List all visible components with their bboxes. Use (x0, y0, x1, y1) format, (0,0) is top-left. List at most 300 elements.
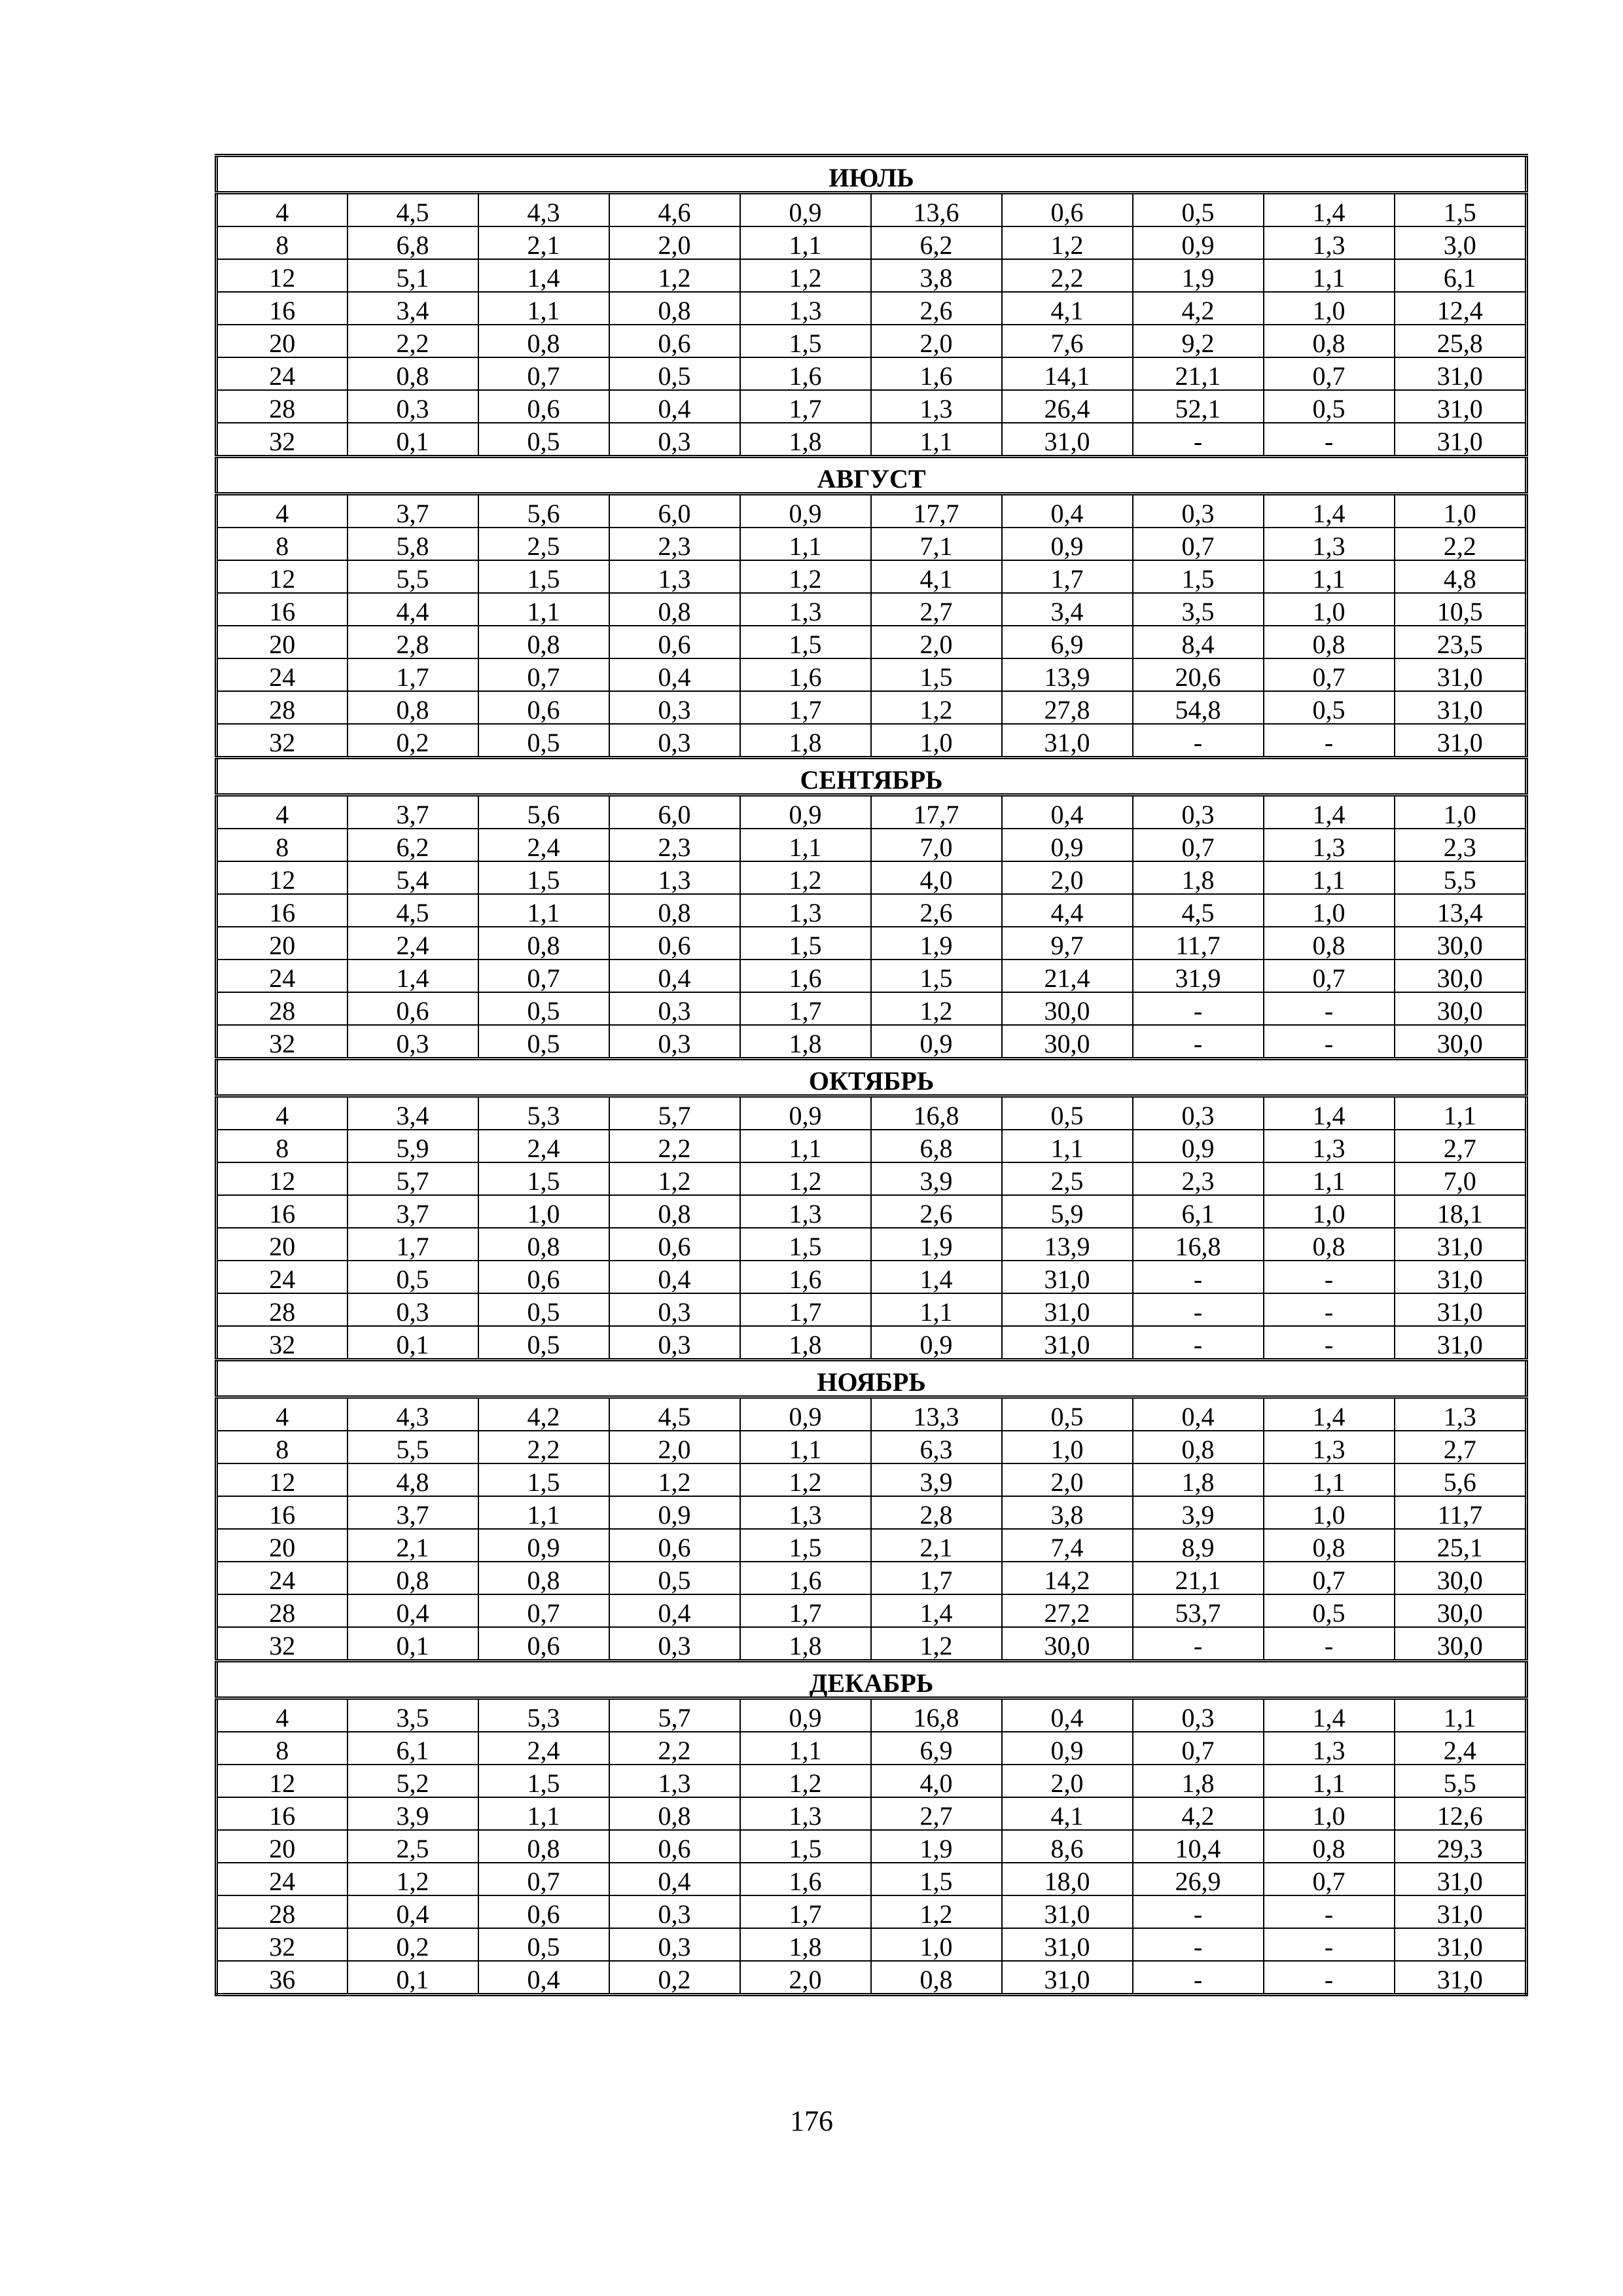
table-cell: 5,9 (348, 1130, 478, 1162)
table-cell: 1,8 (1133, 861, 1264, 894)
table-cell: 1,2 (609, 1162, 740, 1195)
table-cell: 1,7 (740, 1594, 871, 1627)
table-cell: 31,0 (1002, 1895, 1133, 1928)
row-key-cell: 32 (217, 724, 348, 758)
table-cell: 1,5 (478, 1463, 609, 1496)
table-cell: 0,2 (609, 1961, 740, 1995)
table-cell: 1,1 (740, 829, 871, 861)
table-cell: 1,3 (1264, 528, 1395, 560)
table-cell: 0,8 (478, 1830, 609, 1863)
row-key-cell: 4 (217, 1397, 348, 1431)
table-cell: 0,4 (609, 1261, 740, 1293)
table-cell: 0,7 (1264, 960, 1395, 992)
table-cell: 2,4 (1395, 1732, 1527, 1765)
table-cell: 0,6 (478, 1261, 609, 1293)
table-cell: 31,0 (1395, 691, 1527, 724)
table-cell: 11,7 (1133, 927, 1264, 960)
table-cell: 2,1 (871, 1529, 1002, 1562)
table-row (217, 1431, 1527, 1463)
table-cell: 0,5 (1264, 1594, 1395, 1627)
table-cell: 1,4 (1264, 1698, 1395, 1732)
table-row (217, 691, 1527, 724)
table-cell: 1,6 (740, 658, 871, 691)
table-cell: 0,3 (609, 1895, 740, 1928)
table-row (217, 1397, 1527, 1431)
table-row (217, 1830, 1527, 1863)
table-cell: 2,1 (348, 1529, 478, 1562)
table-cell: 1,5 (478, 1765, 609, 1797)
table-cell: 25,1 (1395, 1529, 1527, 1562)
table-cell: 0,9 (478, 1529, 609, 1562)
table-cell: 1,0 (1264, 292, 1395, 325)
table-cell: 1,0 (1264, 1797, 1395, 1830)
table-cell: 8,4 (1133, 626, 1264, 658)
table-row (217, 390, 1527, 423)
row-key-cell: 12 (217, 861, 348, 894)
table-cell: 0,3 (348, 390, 478, 423)
table-cell: 16,8 (1133, 1228, 1264, 1261)
table-cell: 0,4 (1002, 494, 1133, 528)
table-cell: 3,9 (871, 1463, 1002, 1496)
month-header-row (217, 1059, 1527, 1096)
table-cell: 1,4 (1264, 1096, 1395, 1130)
table-cell: 1,7 (740, 992, 871, 1025)
table-row (217, 193, 1527, 227)
row-key-cell: 28 (217, 390, 348, 423)
table-cell: 1,7 (740, 390, 871, 423)
table-cell: 0,6 (609, 1830, 740, 1863)
table-cell: 5,8 (348, 528, 478, 560)
table-row (217, 861, 1527, 894)
table-cell: 0,7 (478, 1594, 609, 1627)
table-cell: 0,6 (1002, 193, 1133, 227)
table-cell: 0,4 (348, 1594, 478, 1627)
table-cell: 6,8 (871, 1130, 1002, 1162)
table-row (217, 1928, 1527, 1961)
table-cell: 2,6 (871, 894, 1002, 927)
table-cell: - (1133, 423, 1264, 457)
table-cell: - (1264, 423, 1395, 457)
table-cell: 0,3 (1133, 1698, 1264, 1732)
table-cell: 7,4 (1002, 1529, 1133, 1562)
table-cell: 26,4 (1002, 390, 1133, 423)
table-cell: 1,3 (740, 1797, 871, 1830)
table-cell: 9,7 (1002, 927, 1133, 960)
table-cell: 0,3 (609, 992, 740, 1025)
table-cell: 1,7 (740, 1293, 871, 1326)
table-row (217, 1732, 1527, 1765)
table-cell: 1,3 (1264, 1732, 1395, 1765)
table-cell: 0,8 (1264, 927, 1395, 960)
table-row (217, 1096, 1527, 1130)
table-cell: 4,1 (871, 560, 1002, 593)
table-cell: 0,5 (1264, 691, 1395, 724)
table-cell: 3,9 (348, 1797, 478, 1830)
table-cell: 0,8 (1264, 1228, 1395, 1261)
table-cell: 30,0 (1395, 1562, 1527, 1594)
table-cell: 2,2 (478, 1431, 609, 1463)
table-cell: 31,0 (1002, 1293, 1133, 1326)
table-row (217, 1162, 1527, 1195)
table-cell: 31,0 (1002, 1928, 1133, 1961)
table-cell: 1,0 (1264, 1195, 1395, 1228)
table-cell: 13,6 (871, 193, 1002, 227)
table-cell: 1,8 (1133, 1765, 1264, 1797)
table-cell: 0,2 (348, 1928, 478, 1961)
table-row (217, 494, 1527, 528)
table-cell: 10,4 (1133, 1830, 1264, 1863)
table-cell: 0,8 (478, 626, 609, 658)
table-cell: 1,7 (871, 1562, 1002, 1594)
table-cell: 2,2 (348, 325, 478, 357)
month-title: ДЕКАБРЬ (217, 1661, 1527, 1698)
table-cell: 1,0 (1264, 1496, 1395, 1529)
table-cell: 0,3 (348, 1293, 478, 1326)
table-cell: 1,6 (740, 357, 871, 390)
table-cell: 1,3 (1264, 1431, 1395, 1463)
table-cell: 1,5 (740, 325, 871, 357)
table-cell: 1,1 (1264, 560, 1395, 593)
table-cell: 1,1 (740, 1732, 871, 1765)
table-cell: 1,2 (348, 1863, 478, 1895)
row-key-cell: 28 (217, 1895, 348, 1928)
table-cell: 2,5 (348, 1830, 478, 1863)
table-cell: 1,1 (871, 423, 1002, 457)
table-cell: 1,7 (348, 1228, 478, 1261)
table-cell: 1,0 (871, 1928, 1002, 1961)
table-cell: 11,7 (1395, 1496, 1527, 1529)
table-cell: 7,0 (871, 829, 1002, 861)
table-cell: 1,2 (740, 1463, 871, 1496)
table-cell: 0,7 (1264, 1562, 1395, 1594)
row-key-cell: 36 (217, 1961, 348, 1995)
table-cell: 54,8 (1133, 691, 1264, 724)
table-cell: 3,4 (348, 292, 478, 325)
table-cell: 0,5 (1133, 193, 1264, 227)
table-cell: 5,3 (478, 1698, 609, 1732)
table-row (217, 1195, 1527, 1228)
table-cell: 0,4 (1133, 1397, 1264, 1431)
table-cell: 31,0 (1395, 1895, 1527, 1928)
table-cell: 0,9 (740, 1698, 871, 1732)
month-header-row (217, 1360, 1527, 1397)
table-cell: 31,0 (1395, 724, 1527, 758)
table-cell: 21,4 (1002, 960, 1133, 992)
table-cell: - (1133, 1961, 1264, 1995)
table-row (217, 357, 1527, 390)
table-cell: 0,9 (871, 1025, 1002, 1059)
table-cell: 4,3 (478, 193, 609, 227)
table-cell: 0,8 (478, 1228, 609, 1261)
table-cell: 0,8 (609, 593, 740, 626)
table-cell: 0,5 (1264, 390, 1395, 423)
table-cell: 1,4 (1264, 795, 1395, 829)
table-cell: 31,0 (1395, 1863, 1527, 1895)
table-cell: 0,7 (1133, 829, 1264, 861)
table-cell: 0,8 (609, 292, 740, 325)
row-key-cell: 12 (217, 1765, 348, 1797)
table-cell: 0,5 (478, 992, 609, 1025)
table-cell: 10,5 (1395, 593, 1527, 626)
table-cell: 7,0 (1395, 1162, 1527, 1195)
table-cell: 0,6 (478, 390, 609, 423)
table-cell: 1,1 (478, 1797, 609, 1830)
month-header-row (217, 1661, 1527, 1698)
table-cell: 4,5 (609, 1397, 740, 1431)
table-cell: 0,4 (609, 390, 740, 423)
table-cell: 5,5 (1395, 861, 1527, 894)
table-cell: 2,0 (609, 1431, 740, 1463)
table-row (217, 1463, 1527, 1496)
table-cell: 0,5 (478, 423, 609, 457)
table-cell: 0,3 (609, 1627, 740, 1661)
month-header-row (217, 457, 1527, 494)
table-cell: 0,6 (478, 691, 609, 724)
table-cell: 2,6 (871, 1195, 1002, 1228)
table-cell: 18,1 (1395, 1195, 1527, 1228)
table-row (217, 626, 1527, 658)
table-cell: 3,4 (348, 1096, 478, 1130)
table-cell: 0,4 (609, 658, 740, 691)
table-cell: 4,3 (348, 1397, 478, 1431)
row-key-cell: 32 (217, 1627, 348, 1661)
table-row (217, 1261, 1527, 1293)
table-cell: 4,5 (348, 894, 478, 927)
table-cell: 1,0 (1395, 795, 1527, 829)
table-cell: 31,0 (1002, 1961, 1133, 1995)
table-cell: 0,8 (609, 894, 740, 927)
table-cell: 1,8 (740, 1627, 871, 1661)
row-key-cell: 16 (217, 593, 348, 626)
table-cell: 1,1 (1264, 1162, 1395, 1195)
table-cell: 0,5 (478, 1928, 609, 1961)
table-cell: 0,7 (478, 658, 609, 691)
table-cell: 1,5 (740, 1228, 871, 1261)
table-cell: 5,2 (348, 1765, 478, 1797)
table-cell: 1,9 (871, 927, 1002, 960)
table-cell: 0,8 (609, 1797, 740, 1830)
table-cell: 31,0 (1395, 1293, 1527, 1326)
table-cell: 4,5 (348, 193, 478, 227)
table-row (217, 1594, 1527, 1627)
table-cell: 0,9 (740, 494, 871, 528)
row-key-cell: 24 (217, 357, 348, 390)
table-cell: 3,9 (871, 1162, 1002, 1195)
table-cell: 0,8 (1264, 626, 1395, 658)
table-cell: 1,1 (740, 1431, 871, 1463)
table-cell: 13,9 (1002, 1228, 1133, 1261)
row-key-cell: 8 (217, 1431, 348, 1463)
table-cell: 1,2 (740, 1162, 871, 1195)
table-cell: 2,3 (609, 829, 740, 861)
row-key-cell: 20 (217, 927, 348, 960)
table-cell: 1,0 (1264, 593, 1395, 626)
table-cell: - (1264, 724, 1395, 758)
row-key-cell: 24 (217, 1261, 348, 1293)
table-cell: 0,8 (871, 1961, 1002, 1995)
table-cell: 0,7 (1264, 1863, 1395, 1895)
table-cell: 31,9 (1133, 960, 1264, 992)
table-cell: 1,8 (740, 423, 871, 457)
table-cell: 1,6 (740, 960, 871, 992)
table-cell: 0,9 (740, 795, 871, 829)
table-cell: 0,6 (609, 1228, 740, 1261)
table-cell: 1,9 (871, 1228, 1002, 1261)
table-row (217, 423, 1527, 457)
table-cell: 0,6 (609, 325, 740, 357)
table-row (217, 927, 1527, 960)
row-key-cell: 20 (217, 1830, 348, 1863)
table-cell: 0,4 (1002, 795, 1133, 829)
table-body (217, 156, 1527, 1995)
table-cell: 1,5 (740, 1830, 871, 1863)
table-cell: 1,0 (1395, 494, 1527, 528)
table-cell: 31,0 (1395, 1326, 1527, 1360)
table-cell: 31,0 (1395, 357, 1527, 390)
table-cell: 0,6 (609, 927, 740, 960)
table-cell: 30,0 (1395, 960, 1527, 992)
table-row (217, 1496, 1527, 1529)
table-row (217, 960, 1527, 992)
table-cell: 0,8 (478, 1562, 609, 1594)
table-cell: 0,8 (1264, 1529, 1395, 1562)
table-cell: 7,1 (871, 528, 1002, 560)
table-cell: 1,6 (740, 1261, 871, 1293)
table-cell: 2,5 (1002, 1162, 1133, 1195)
table-cell: - (1264, 1261, 1395, 1293)
table-cell: 0,4 (1002, 1698, 1133, 1732)
table-cell: 21,1 (1133, 1562, 1264, 1594)
table-cell: 2,2 (609, 1732, 740, 1765)
row-key-cell: 24 (217, 658, 348, 691)
table-cell: 1,5 (871, 1863, 1002, 1895)
table-cell: 31,0 (1395, 1928, 1527, 1961)
table-cell: 0,6 (478, 1895, 609, 1928)
row-key-cell: 4 (217, 1096, 348, 1130)
table-cell: 6,0 (609, 494, 740, 528)
table-cell: 1,4 (348, 960, 478, 992)
table-cell: - (1133, 1928, 1264, 1961)
table-cell: 30,0 (1395, 1025, 1527, 1059)
row-key-cell: 8 (217, 528, 348, 560)
table-cell: 1,1 (1264, 1463, 1395, 1496)
table-cell: 1,6 (871, 357, 1002, 390)
row-key-cell: 24 (217, 1562, 348, 1594)
table-cell: 0,5 (348, 1261, 478, 1293)
row-key-cell: 8 (217, 226, 348, 259)
table-cell: 1,3 (1264, 226, 1395, 259)
table-cell: 2,0 (871, 626, 1002, 658)
table-cell: 1,5 (740, 1529, 871, 1562)
table-cell: 4,5 (1133, 894, 1264, 927)
table-cell: 0,8 (609, 1195, 740, 1228)
table-cell: - (1133, 1326, 1264, 1360)
table-cell: 6,1 (348, 1732, 478, 1765)
row-key-cell: 20 (217, 626, 348, 658)
row-key-cell: 28 (217, 691, 348, 724)
table-cell: 0,9 (1133, 226, 1264, 259)
table-cell: 1,1 (1264, 861, 1395, 894)
table-cell: 31,0 (1002, 1326, 1133, 1360)
table-cell: - (1264, 1326, 1395, 1360)
row-key-cell: 32 (217, 1025, 348, 1059)
table-cell: 1,3 (740, 894, 871, 927)
table-cell: 14,2 (1002, 1562, 1133, 1594)
table-cell: 5,3 (478, 1096, 609, 1130)
table-cell: 1,1 (1395, 1698, 1527, 1732)
table-cell: 3,4 (1002, 593, 1133, 626)
table-cell: 0,3 (1133, 795, 1264, 829)
table-cell: 0,6 (478, 1627, 609, 1661)
table-cell: 3,8 (1002, 1496, 1133, 1529)
table-cell: 3,9 (1133, 1496, 1264, 1529)
table-cell: 0,8 (348, 357, 478, 390)
table-cell: 4,8 (1395, 560, 1527, 593)
table-cell: 1,3 (1395, 1397, 1527, 1431)
table-cell: 1,4 (478, 259, 609, 292)
table-cell: - (1133, 724, 1264, 758)
table-cell: 3,7 (348, 1496, 478, 1529)
table-cell: 0,9 (609, 1496, 740, 1529)
table-cell: 1,1 (871, 1293, 1002, 1326)
table-row (217, 1895, 1527, 1928)
table-cell: 1,1 (478, 1496, 609, 1529)
table-cell: 2,0 (871, 325, 1002, 357)
table-cell: 1,5 (478, 560, 609, 593)
table-cell: 0,3 (609, 1293, 740, 1326)
table-cell: 4,6 (609, 193, 740, 227)
table-cell: 2,0 (1002, 861, 1133, 894)
table-cell: 0,5 (609, 357, 740, 390)
table-cell: 5,4 (348, 861, 478, 894)
table-row (217, 560, 1527, 593)
table-cell: 1,1 (1264, 1765, 1395, 1797)
table-row (217, 1130, 1527, 1162)
table-row (217, 1961, 1527, 1995)
table-cell: 0,6 (609, 1529, 740, 1562)
table-cell: 4,0 (871, 861, 1002, 894)
table-cell: 0,4 (609, 960, 740, 992)
table-cell: 5,6 (478, 795, 609, 829)
table-cell: 2,4 (478, 1130, 609, 1162)
table-cell: 0,3 (348, 1025, 478, 1059)
table-cell: 1,1 (1264, 259, 1395, 292)
table-cell: 1,5 (478, 1162, 609, 1195)
table-cell: 0,5 (478, 1293, 609, 1326)
table-cell: 2,1 (478, 226, 609, 259)
table-cell: 4,2 (478, 1397, 609, 1431)
table-cell: 2,3 (1133, 1162, 1264, 1195)
row-key-cell: 28 (217, 1293, 348, 1326)
table-cell: 20,6 (1133, 658, 1264, 691)
table-cell: 1,4 (871, 1594, 1002, 1627)
table-cell: 12,4 (1395, 292, 1527, 325)
row-key-cell: 32 (217, 1928, 348, 1961)
row-key-cell: 4 (217, 795, 348, 829)
table-cell: 3,5 (1133, 593, 1264, 626)
table-cell: 1,1 (478, 593, 609, 626)
table-cell: 0,9 (1002, 528, 1133, 560)
table-cell: 0,7 (478, 357, 609, 390)
table-cell: 14,1 (1002, 357, 1133, 390)
table-cell: 0,7 (1133, 1732, 1264, 1765)
table-cell: 0,3 (609, 1928, 740, 1961)
data-table (215, 154, 1528, 1996)
table-row (217, 1765, 1527, 1797)
table-row (217, 325, 1527, 357)
table-cell: 5,7 (609, 1096, 740, 1130)
table-cell: 1,2 (609, 259, 740, 292)
